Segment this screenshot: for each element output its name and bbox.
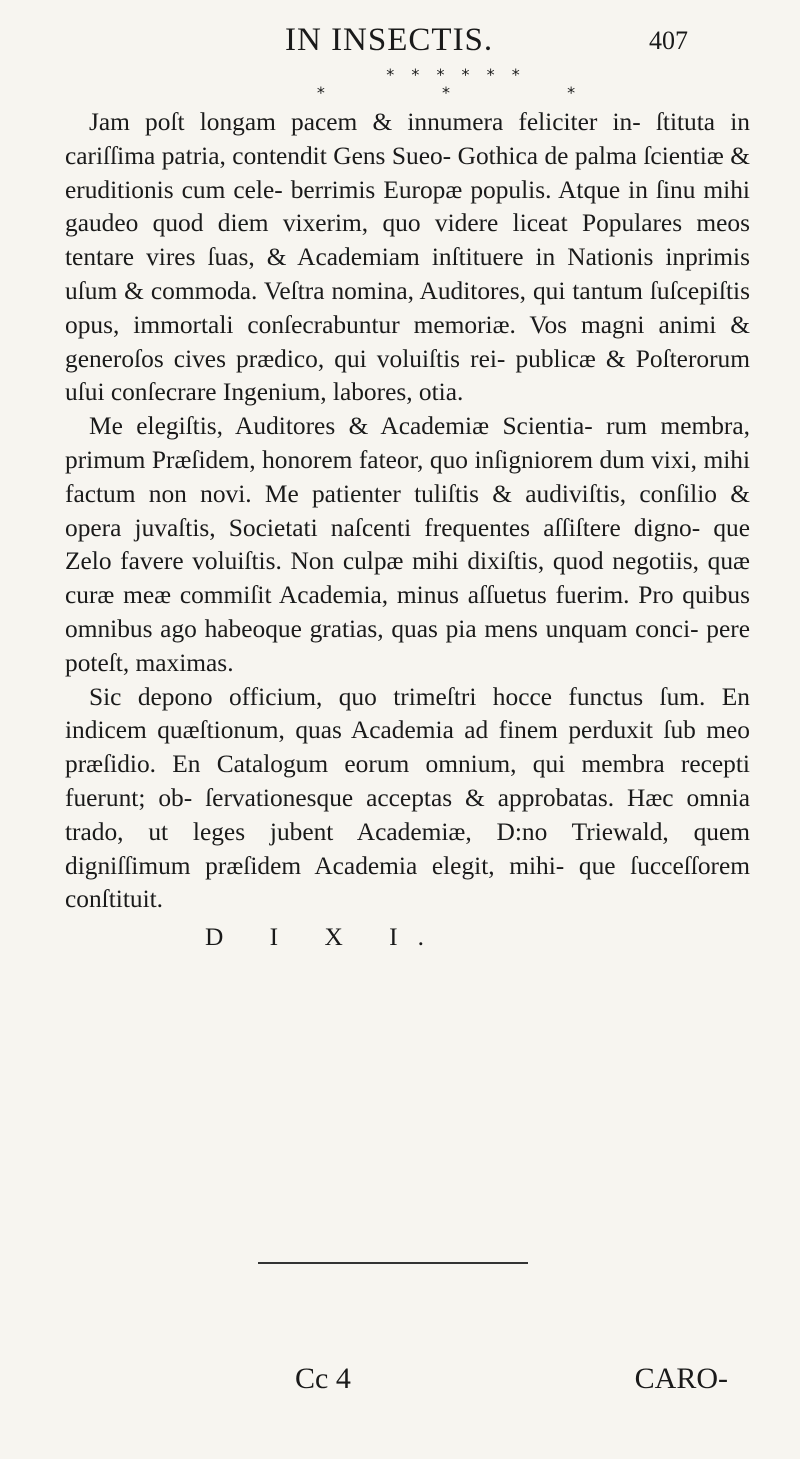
ornament-row-1: * * * * * * <box>386 65 526 84</box>
running-title: IN INSECTIS. <box>285 22 494 58</box>
body-text <box>65 106 750 955</box>
page-footer <box>0 1362 800 1402</box>
paragraph-2: Me elegiſtis, Auditores & Academiæ Scientia- rum membra, primum Præſidem, honorem fateor, quo inſigniorem dum vixi, mihi factum non novi. Me patienter tuliſtis & audiviſtis, conſilio & opera juvaſtis, Societati naſcenti frequentes aſſiſtere digno- que Zelo favere voluiſtis. Non culpæ mihi dixiſtis, quod negotiis, quæ curæ meæ commiſit Academia, minus aſſuetus fuerim. Pro quibus omnibus ago habeoque gratias, quas pia mens unquam conci- pere poteſt, maximas. <box>65 412 750 677</box>
page-number: 407 <box>649 26 688 55</box>
section-divider <box>258 1262 528 1264</box>
ornament-asterisks <box>0 66 800 102</box>
paragraph-3: Sic depono officium, quo trimeſtri hocce functus ſum. En indicem quæſtionum, quas Academia ad finem perduxit ſub meo præſidio. En Catalogum eorum omnium, qui membra recepti fuerunt; ob- ſervationesque acceptas & approbatas. Hæc omnia trado, ut leges jubent Academiæ, D:no Triewald, quem digniſſimum præſidem Academia elegit, mihi- que ſucceſſorem conſtituit. <box>65 682 750 914</box>
page-header <box>0 14 800 62</box>
ornament-row-2: * * * <box>316 83 632 102</box>
closing-dixi: D I X I. <box>205 923 444 952</box>
signature-mark: Cc 4 <box>295 1362 351 1395</box>
paragraph-1: Jam poſt longam pacem & innumera feliciter in- ſtituta in cariſſima patria, contendit Gens Sueo- Gothica de palma ſcientiæ & eruditionis cum cele- berrimis Europæ populis. Atque in ſinu mihi gaudeo quod diem vixerim, quo videre liceat Populares meos tentare vires ſuas, & Academiam inſtituere in Nationis inprimis uſum & commoda. Veſtra nomina, Auditores, qui tantum ſuſcepiſtis opus, immortali conſecrabuntur memoriæ. Vos magni animi & generoſos cives prædico, qui voluiſtis rei- publicæ & Poſterorum uſui conſecrare Ingenium, labores, otia. <box>65 108 750 407</box>
catchword: CARO- <box>634 1362 728 1395</box>
